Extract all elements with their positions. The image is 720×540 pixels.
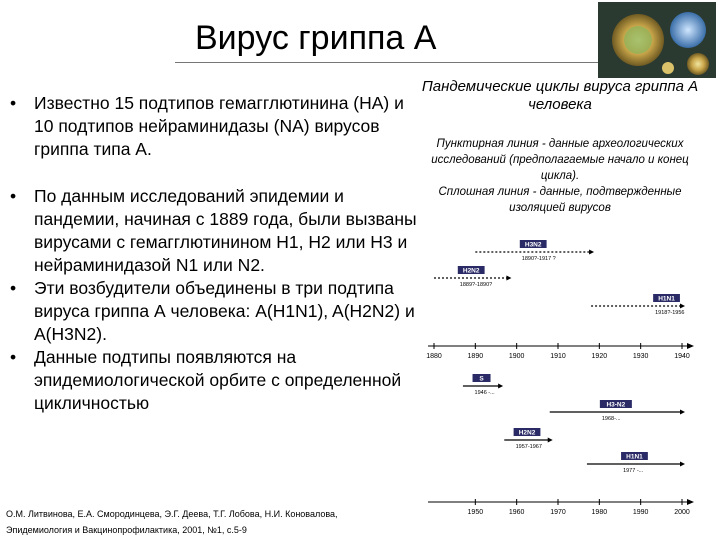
axis-arrow [687, 499, 694, 505]
series-arrow [680, 410, 685, 415]
series-arrow [548, 438, 553, 443]
virus-illustration [598, 2, 716, 78]
axis-tick-label: 1940 [674, 353, 690, 360]
bullet-dot: • [10, 278, 17, 298]
bullet-dot: • [10, 186, 17, 206]
series-name: S [479, 375, 484, 383]
series-period-label: 1889?-1890? [459, 282, 493, 288]
bullet-item [10, 185, 425, 277]
bullet-list [10, 92, 425, 415]
note-dashed: Пунктирная линия - данные археологических исследований (предполагаемые начало и конец цикла). [431, 138, 689, 182]
axis-arrow [687, 343, 694, 349]
title-underline [175, 62, 615, 63]
bullet-dot: • [10, 93, 17, 113]
series-period-label: 1946 -... [474, 390, 495, 396]
axis-tick-label: 1950 [467, 509, 484, 516]
axis-tick-label: 1920 [591, 353, 608, 360]
axis-tick-label: 2000 [674, 509, 690, 516]
axis-tick-label: 1910 [550, 353, 566, 360]
series-period-label: 1977 -... [623, 468, 644, 474]
series-arrow [680, 462, 685, 467]
series-period-label: 1890?-1917 ? [521, 256, 556, 262]
bullet-text: Известно 15 подтипов гемагглютинина (НА) и 10 подтипов нейраминидазы (NA) вирусов гриппа типа А. [34, 93, 404, 159]
axis-tick-label: 1960 [508, 509, 525, 516]
axis-tick-label: 1990 [632, 509, 649, 516]
series-arrow [589, 250, 594, 255]
note-solid: Сплошная линия - данные, подтвержденные изоляцией вирусов [438, 186, 682, 214]
axis-tick-label: 1970 [550, 509, 566, 516]
bullet-dot: • [10, 347, 17, 367]
bullet-text: Эти возбудители объединены в три подтипа вируса гриппа А человека: A(H1N1), A(H2N2) и A(H3N2). [34, 278, 415, 344]
chart-title: Пандемические циклы вируса гриппа А человека [421, 78, 699, 113]
citation-line-1: О.М. Литвинова, Е.А. Смородинцева, Э.Г. Деева, Т.Г. Лобова, Н.И. Коновалова, [6, 509, 338, 519]
axis-tick-label: 1890 [467, 353, 484, 360]
series-period-label: 1918?-1956 [655, 310, 685, 316]
axis-tick-label: 1980 [591, 509, 608, 516]
bullet-text: По данным исследований эпидемии и пандемии, начиная с 1889 года, были вызваны вирусами с гемагглютинином Н1, Н2 или Н3 и нейраминидазой N1 или N2. [34, 186, 417, 275]
bullet-item [10, 92, 425, 161]
series-name: H2N2 [462, 267, 480, 275]
series-arrow [680, 304, 685, 309]
axis-tick-label: 1900 [508, 353, 525, 360]
axis-tick-label: 1880 [426, 353, 442, 360]
chart-note [425, 136, 695, 216]
slide-title: Вирус гриппа А [195, 19, 437, 57]
axis-tick-label: 1930 [632, 353, 649, 360]
series-name: H1N1 [626, 453, 643, 461]
series-arrow [498, 384, 503, 389]
series-name: H2N2 [518, 429, 536, 437]
series-arrow [506, 276, 511, 281]
series-name: H3N2 [524, 241, 542, 249]
bullet-text: Данные подтипы появляются на эпидемиологической орбите с определенной цикличностью [34, 347, 402, 413]
bullet-item [10, 346, 425, 415]
series-name: H3-N2 [606, 401, 626, 409]
series-name: H1N1 [658, 295, 675, 303]
series-period-label: 1968-... [601, 416, 621, 422]
pandemic-timeline-chart [424, 238, 700, 538]
series-period-label: 1957-1967 [515, 444, 542, 450]
citation-line-2: Эпидемиология и Вакцинопрофилактика, 2001, №1, с.5-9 [6, 525, 247, 535]
bullet-item [10, 277, 425, 346]
